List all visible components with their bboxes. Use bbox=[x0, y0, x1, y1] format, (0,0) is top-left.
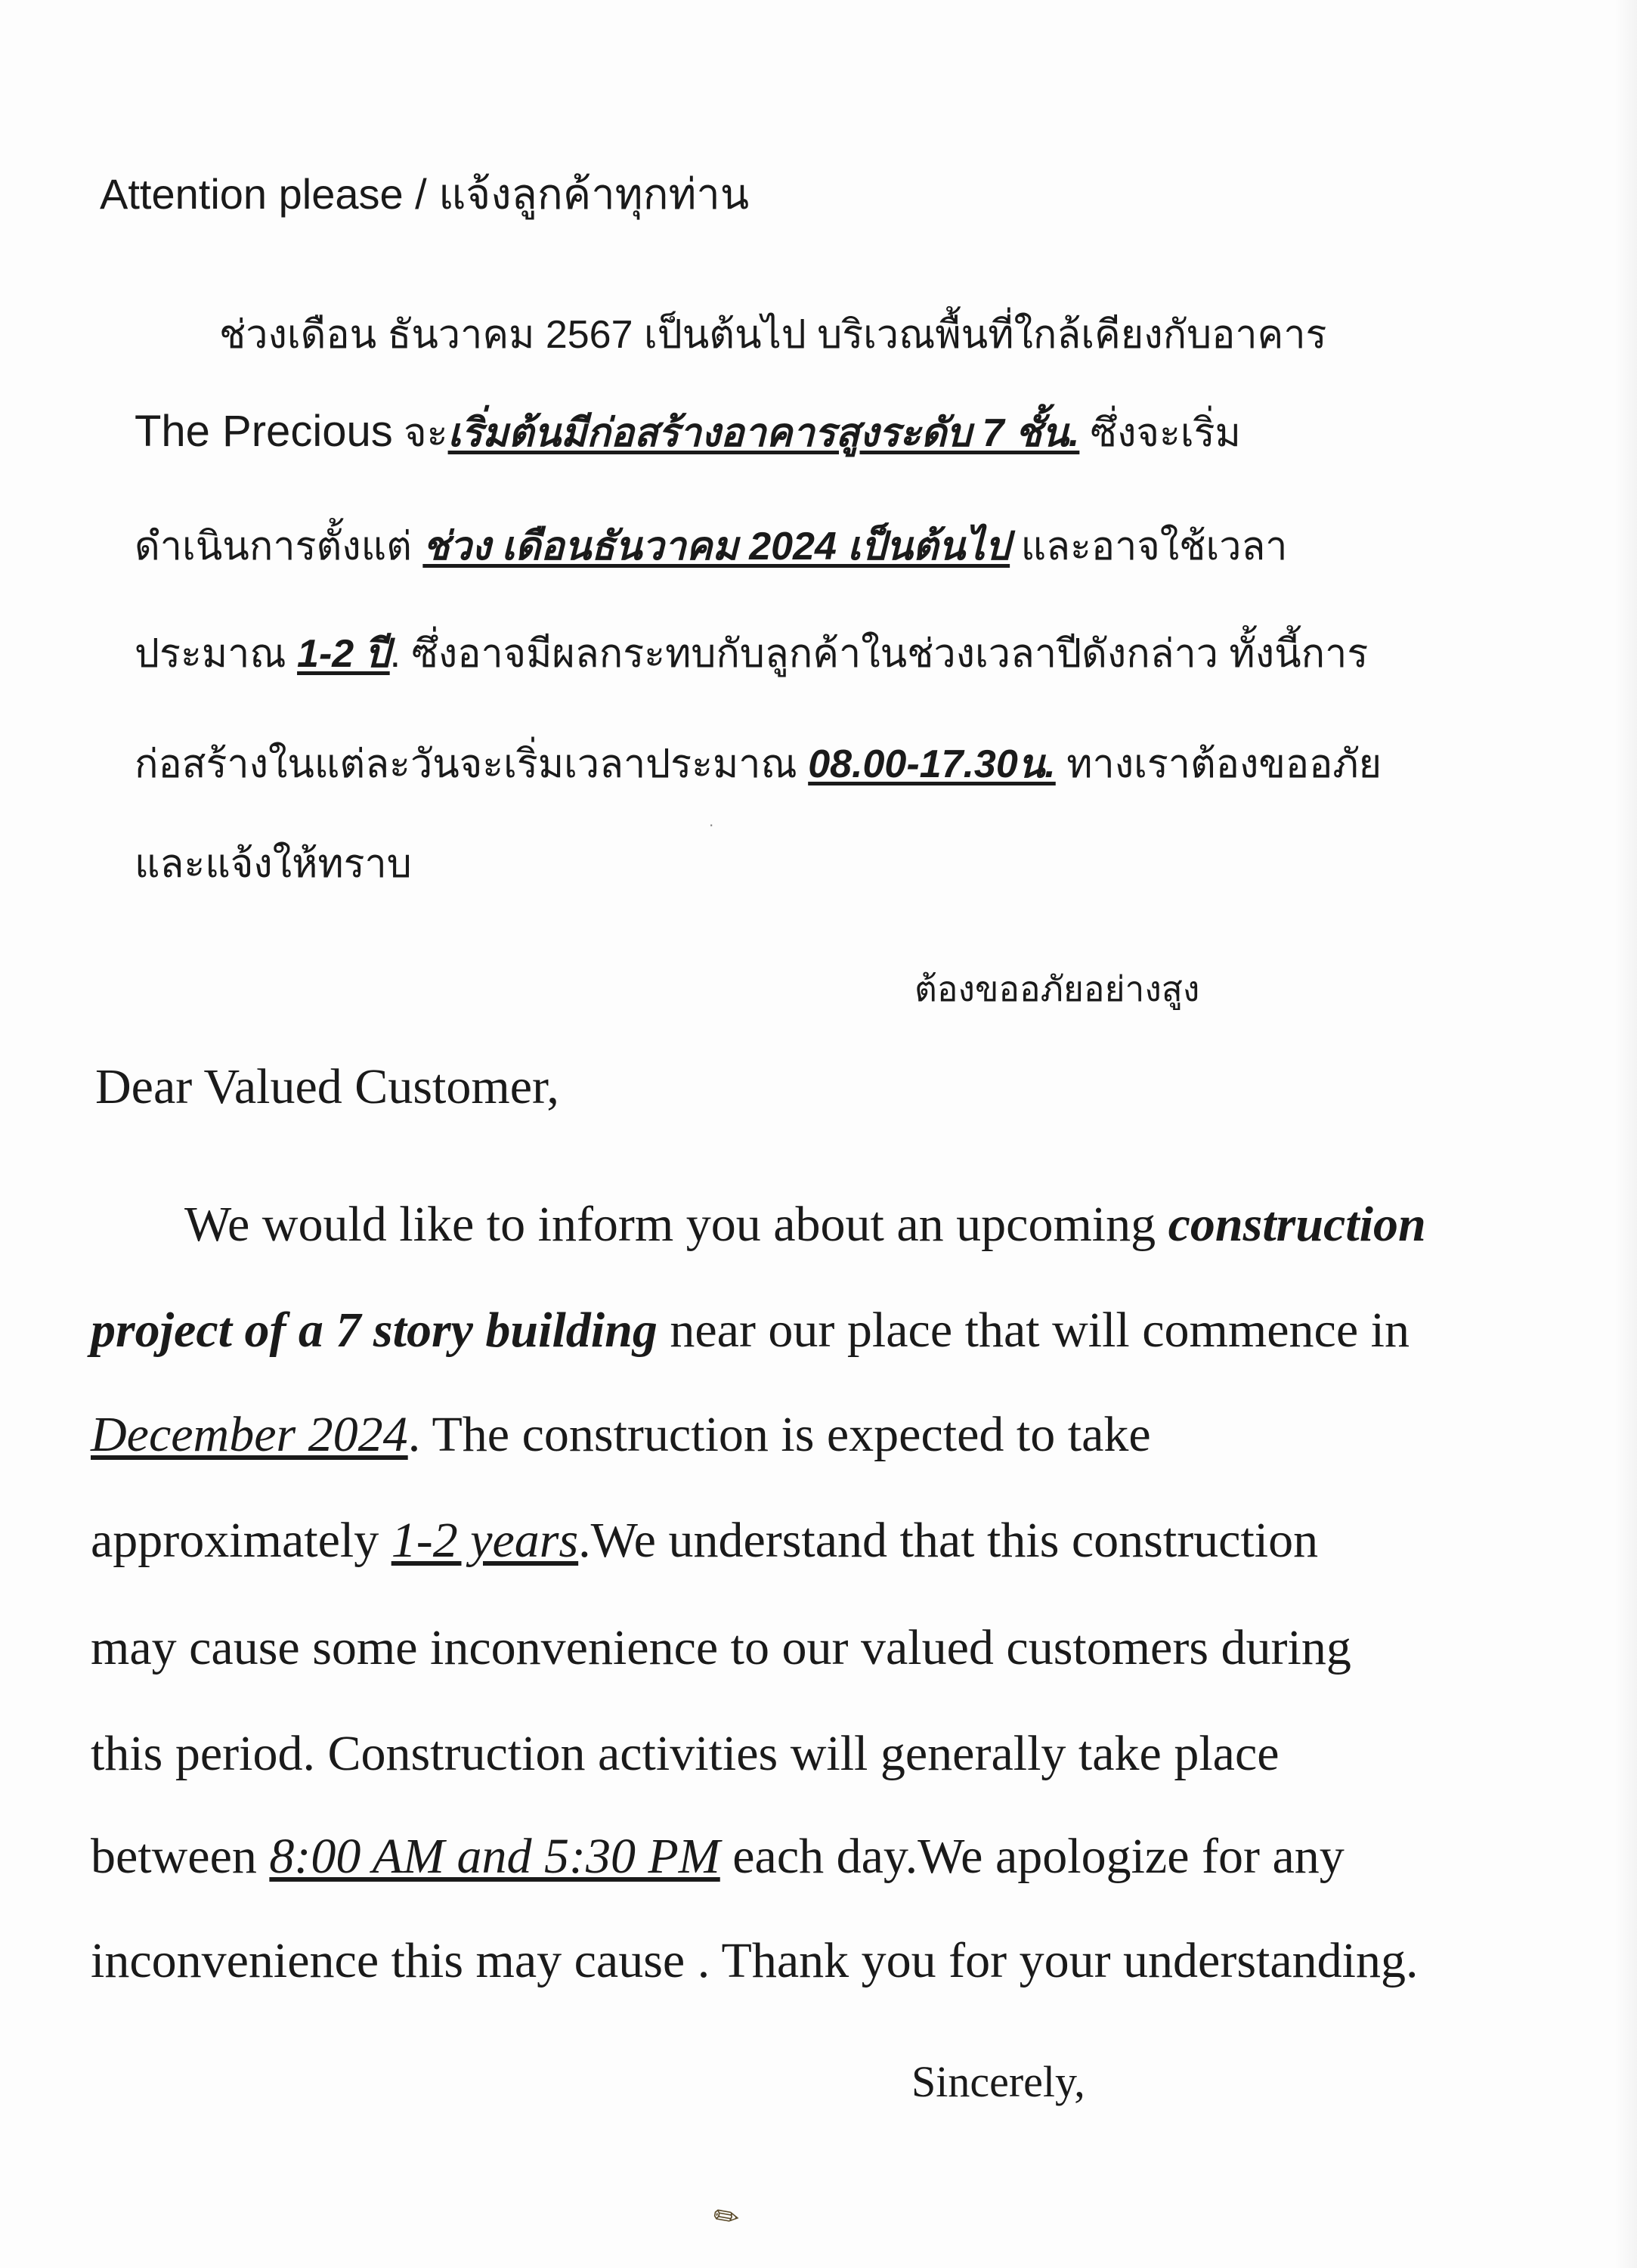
english-line-7 bbox=[91, 1828, 1345, 1885]
building-name: The Precious bbox=[135, 407, 393, 456]
english-start-date-highlight: December 2024 bbox=[91, 1407, 408, 1462]
thai-line-1-text: ช่วงเดือน ธันวาคม 2567 เป็นต้นไป บริเวณพื้นที่ใกล้เคียงกับอาคาร bbox=[219, 313, 1327, 357]
english-line-8: inconvenience this may cause . Thank you for your understanding. bbox=[91, 1933, 1419, 1988]
english-line-7-text-a: between bbox=[91, 1829, 270, 1884]
thai-hours-highlight: 08.00-17.30น. bbox=[808, 742, 1056, 786]
thai-duration-highlight: 1-2 ปี bbox=[297, 632, 390, 676]
english-line-2-text: near our place that will commence in bbox=[657, 1303, 1410, 1358]
thai-line-2-text-a: จะ bbox=[392, 411, 448, 455]
english-signoff: Sincerely, bbox=[911, 2057, 1085, 2106]
english-line-4-text-b: .We understand that this construction bbox=[578, 1513, 1319, 1568]
thai-line-3-text-b: และอาจใช้เวลา bbox=[1010, 525, 1288, 569]
english-duration-highlight: 1-2 years bbox=[391, 1513, 579, 1568]
english-greeting: Dear Valued Customer, bbox=[95, 1059, 559, 1114]
english-line-3-text: . The construction is expected to take bbox=[407, 1407, 1151, 1462]
thai-line-6 bbox=[135, 832, 1495, 894]
scan-speck-mark: ✎ bbox=[706, 2195, 747, 2239]
thai-line-3 bbox=[135, 514, 1495, 577]
english-line-1-text: We would like to inform you about an upcoming bbox=[184, 1197, 1168, 1252]
thai-line-4 bbox=[135, 621, 1495, 684]
english-line-7-text-b: each day.We apologize for any bbox=[719, 1829, 1345, 1884]
thai-line-5-text-b: ทางเราต้องขออภัย bbox=[1055, 742, 1382, 786]
thai-line-1 bbox=[219, 302, 1580, 365]
english-line-4-text-a: approximately bbox=[91, 1513, 391, 1568]
page-edge-shadow bbox=[1614, 0, 1637, 2268]
english-line-1 bbox=[184, 1196, 1426, 1253]
english-hours-highlight: 8:00 AM and 5:30 PM bbox=[269, 1829, 720, 1884]
thai-line-2-text-b: ซึ่งจะเริ่ม bbox=[1079, 411, 1241, 455]
thai-line-4-text-b: . ซึ่งอาจมีผลกระทบกับลูกค้าในช่วงเวลาปีดังกล่าว ทั้งนี้การ bbox=[389, 632, 1369, 676]
english-line-4 bbox=[91, 1512, 1318, 1569]
english-construction-emphasis: construction bbox=[1168, 1197, 1426, 1252]
thai-line-5 bbox=[135, 732, 1495, 795]
english-line-2 bbox=[91, 1302, 1410, 1359]
english-project-emphasis: project of a 7 story building bbox=[91, 1303, 658, 1358]
english-line-3 bbox=[91, 1406, 1151, 1464]
english-line-6: this period. Construction activities will generally take place bbox=[91, 1726, 1280, 1781]
thai-construction-highlight: เริ่มต้นมีก่อสร้างอาคารสูงระดับ 7 ชั้น. bbox=[447, 411, 1080, 455]
thai-start-date-highlight: ช่วง เดือนธันวาคม 2024 เป็นต้นไป bbox=[422, 525, 1010, 569]
notice-heading: Attention please / แจ้งลูกค้าทุกท่าน bbox=[100, 170, 750, 218]
scan-dot-mark: · bbox=[709, 816, 714, 835]
thai-line-6-text: และแจ้งให้ทราบ bbox=[135, 842, 412, 886]
thai-line-3-text-a: ดำเนินการตั้งแต่ bbox=[135, 525, 423, 569]
thai-line-4-text-a: ประมาณ bbox=[135, 632, 298, 676]
thai-line-5-text-a: ก่อสร้างในแต่ละวันจะเริ่มเวลาประมาณ bbox=[135, 742, 809, 786]
thai-signoff: ต้องขออภัยอย่างสูง bbox=[914, 969, 1200, 1009]
english-line-5: may cause some inconvenience to our valued customers during bbox=[91, 1620, 1351, 1675]
thai-line-2 bbox=[135, 401, 1495, 463]
